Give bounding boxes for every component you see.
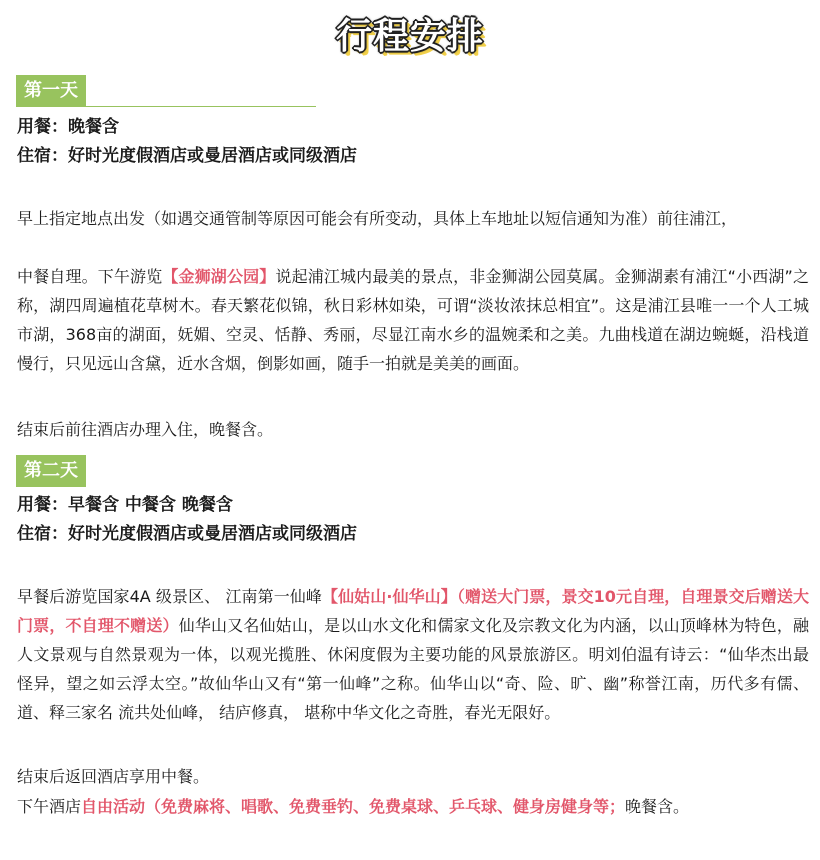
- day2-mountain-intro: 早餐后游览国家4A 级景区、 江南第一仙峰: [17, 587, 322, 606]
- day1-paragraph-departure: 早上指定地点出发（如遇交通管制等原因可能会有所变动，具体上车地址以短信通知为准）前往浦江，: [17, 209, 738, 228]
- day2-header: [16, 455, 112, 487]
- day2-activities-highlight: 自由活动（免费麻将、唱歌、免费垂钓、免费桌球、乒乓球、健身房健身等；: [81, 797, 626, 816]
- day1-park-description: 说起浦江城内最美的景点，非金狮湖公园莫属。金狮湖素有浦江“小西湖”之称，湖四周遍植花草树木。春天繁花似锦，秋日彩林如染，可谓“淡妆浓抹总相宜”。这是浦江县唯一一个人工城市湖，368亩的湖面，妩媚、空灵、恬静、秀丽，尽显江南水乡的温婉柔和之美。九曲栈道在湖边蜿蜒，沿栈道慢行，只见远山含黛，近水含烟，倒影如画，随手一拍就是美美的画面。: [17, 267, 809, 373]
- day1-badge: 第一天: [16, 75, 86, 107]
- day1-lodging: 住宿：好时光度假酒店或曼居酒店或同级酒店: [17, 146, 357, 166]
- page-title: 行程安排: [335, 16, 484, 57]
- day1-park-highlight: 【金狮湖公园】: [162, 267, 276, 286]
- day2-badge: 第二天: [16, 455, 86, 487]
- day1-paragraph-checkin: 结束后前往酒店办理入住，晚餐含。: [17, 420, 274, 439]
- day2-mountain-highlight: 【仙姑山·仙华山】: [321, 587, 457, 606]
- day1-divider: [16, 106, 316, 107]
- day2-paragraph-mountain: [17, 582, 809, 727]
- day1-meals: 用餐：晚餐含: [17, 117, 119, 137]
- day1-header: [16, 75, 316, 107]
- day2-meals: 用餐：早餐含 中餐含 晚餐含: [17, 495, 233, 515]
- day2-ticket-note: （赠送大门票，景交10元自理，自理景交后赠送大门票，不自理不赠送）: [17, 587, 809, 635]
- day2-mountain-description: 仙华山又名仙姑山，是以山水文化和儒家文化及宗教文化为内涵，以山顶峰林为特色，融人文景观与自然景观为一体，以观光揽胜、休闲度假为主要功能的风景旅游区。明刘伯温有诗云：“仙华杰出最怪异，望之如云浮太空。”故仙华山又有“第一仙峰”之称。仙华山以“奇、险、旷、幽”称誉江南，历代多有儒、道、释三家名 流共处仙峰， 结庐修真， 堪称中华文化之奇胜，春光无限好。: [17, 616, 809, 722]
- day2-afternoon-intro: 下午酒店: [17, 797, 82, 816]
- day1-paragraph-park: [17, 262, 809, 378]
- day2-lodging: 住宿：好时光度假酒店或曼居酒店或同级酒店: [17, 524, 357, 544]
- day2-paragraph-afternoon: [17, 792, 809, 821]
- day1-park-intro: 中餐自理。下午游览: [17, 267, 163, 286]
- day2-dinner-note: 晚餐含。: [625, 797, 690, 816]
- day2-paragraph-lunch: 结束后返回酒店享用中餐。: [17, 767, 210, 786]
